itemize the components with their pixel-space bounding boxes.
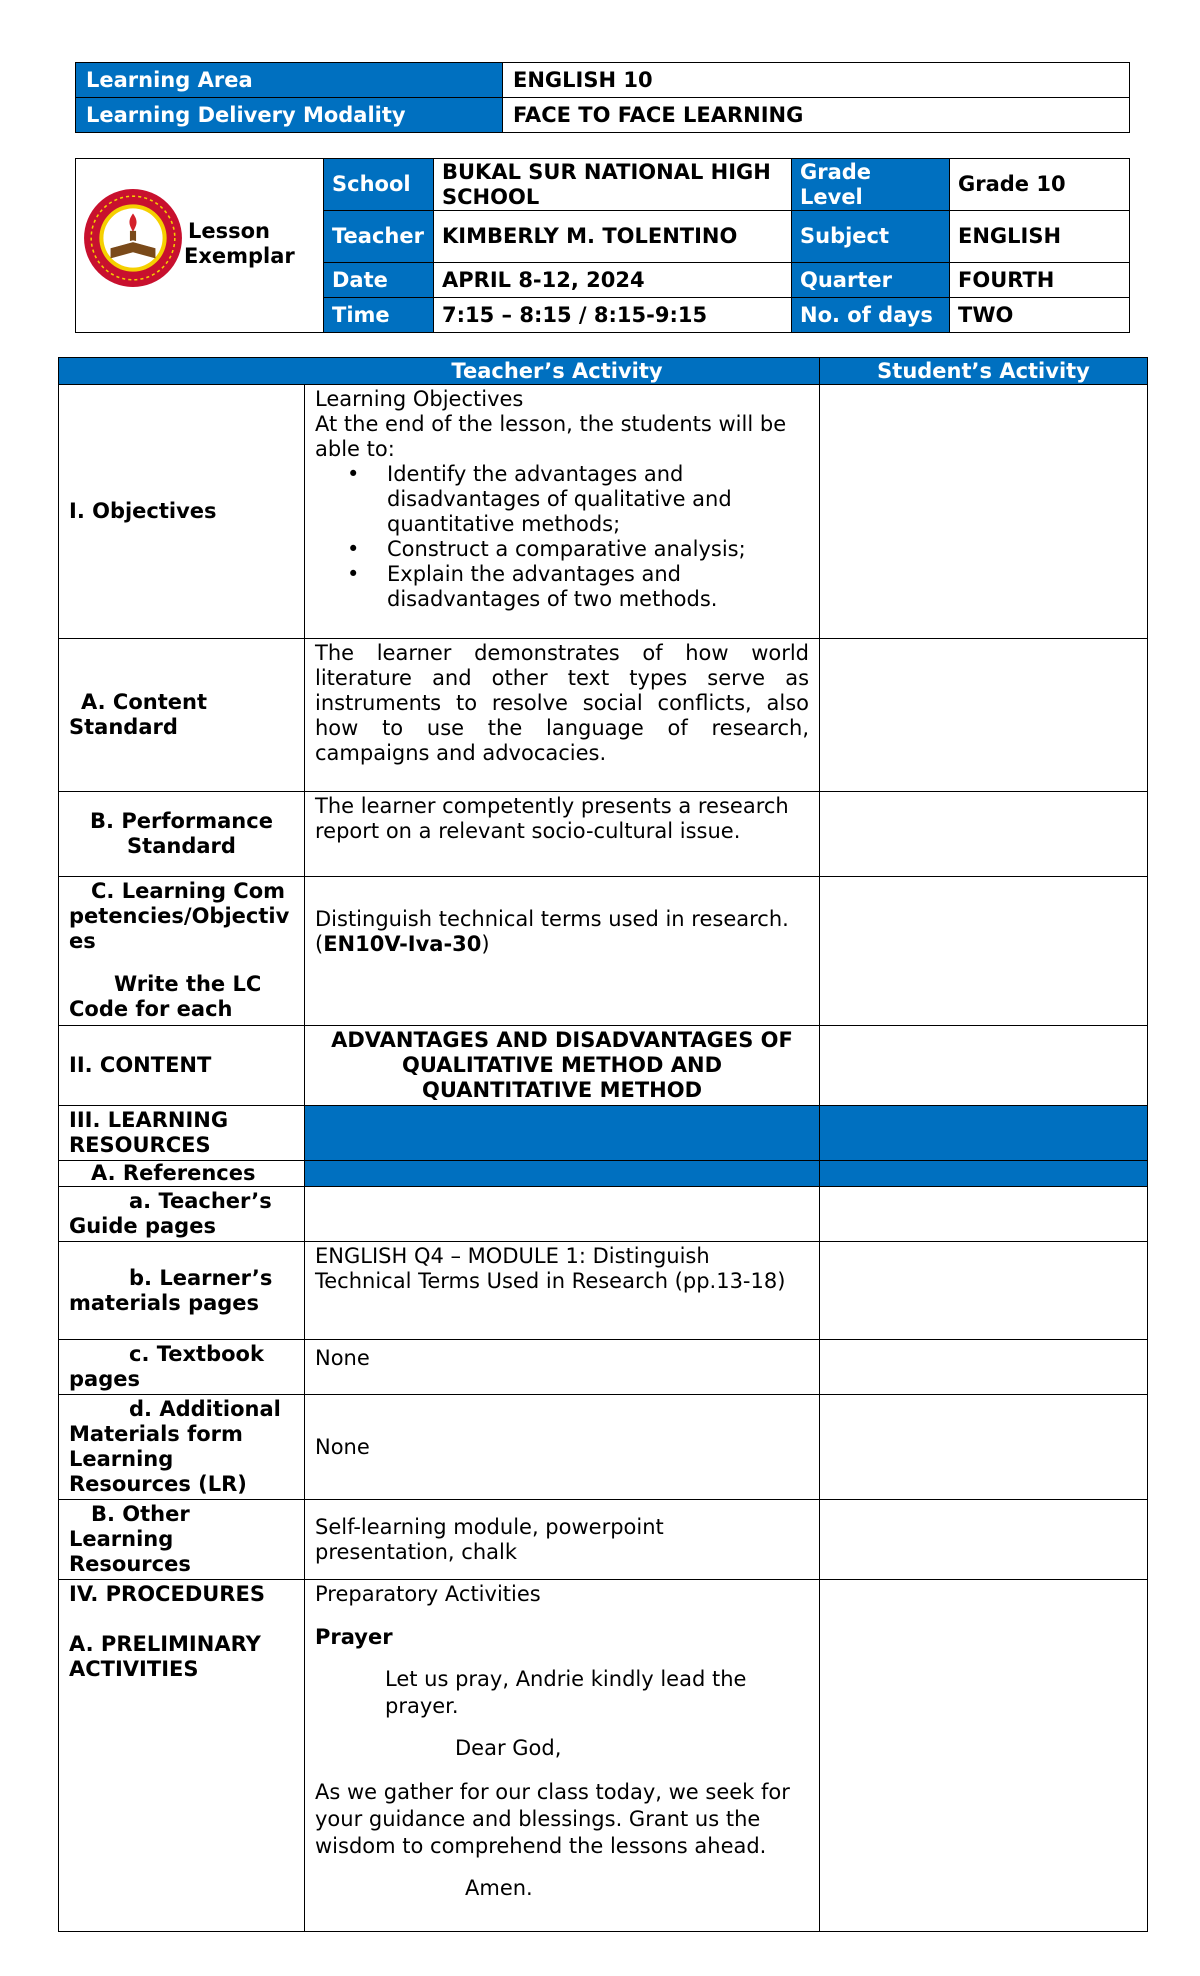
objective-item: • Explain the advantages and disadvantages of two methods. [387, 562, 809, 612]
content-standard-label: A. Content Standard [59, 639, 305, 792]
textbook-student-cell [820, 1340, 1148, 1395]
teacher-activity-header: Teacher’s Activity [59, 358, 820, 385]
other-resources-label: B. Other Learning Resources [59, 1500, 305, 1580]
references-label: A. References [59, 1161, 305, 1187]
teachers-guide-value [305, 1187, 820, 1242]
additional-materials-value: None [305, 1395, 820, 1500]
quarter-label: Quarter [792, 263, 950, 298]
references-student-fill [820, 1161, 1148, 1187]
objectives-title: Learning Objectives [315, 387, 524, 411]
prayer-title: Prayer [315, 1625, 393, 1649]
textbook-label: c. Textbook pages [59, 1340, 305, 1395]
objectives-list [315, 462, 809, 612]
competencies-text: Distinguish technical terms used in research. [315, 907, 789, 931]
lesson-label-line1: Lesson [187, 219, 270, 243]
quarter-value: FOURTH [950, 263, 1130, 298]
competencies-code: EN10V-Iva-30 [323, 932, 482, 956]
modality-value: FACE TO FACE LEARNING [503, 98, 1130, 133]
learners-materials-value: ENGLISH Q4 – MODULE 1: Distinguish Technical Terms Used in Research (pp.13-18) [305, 1242, 820, 1340]
procedures-student-cell [820, 1580, 1148, 1932]
procedures-label: IV. PROCEDURES [69, 1582, 265, 1606]
competencies-student-cell [820, 877, 1148, 1026]
other-resources-value: Self-learning module, powerpoint presentation, chalk [305, 1500, 820, 1580]
learning-resources-fill [305, 1106, 820, 1161]
student-activity-header: Student’s Activity [820, 358, 1148, 385]
procedures-cell [305, 1580, 820, 1932]
grade-level-value: Grade 10 [950, 159, 1130, 211]
teacher-value: KIMBERLY M. TOLENTINO [434, 211, 792, 263]
performance-standard-text: The learner competently presents a research report on a relevant socio-cultural issue. [305, 792, 820, 877]
learners-materials-student-cell [820, 1242, 1148, 1340]
references-fill [305, 1161, 820, 1187]
performance-standard-label: B. Performance Standard [59, 792, 305, 877]
modality-label: Learning Delivery Modality [76, 98, 503, 133]
teachers-guide-student-cell [820, 1187, 1148, 1242]
subject-label: Subject [792, 211, 950, 263]
date-value: APRIL 8-12, 2024 [434, 263, 792, 298]
learning-area-table [75, 62, 1130, 133]
content-standard-student-cell [820, 639, 1148, 792]
learning-resources-label: III. LEARNING RESOURCES [59, 1106, 305, 1161]
subject-value: ENGLISH [950, 211, 1130, 263]
prayer-body: As we gather for our class today, we seek for your guidance and blessings. Grant us the wisdom to comprehend the lessons ahead. [315, 1780, 790, 1858]
prayer-greeting: Dear God, [455, 1736, 562, 1760]
objectives-student-cell [820, 385, 1148, 639]
competencies-label: C. Learning Competencies/Objectives [69, 879, 290, 953]
days-label: No. of days [792, 298, 950, 333]
prayer-instruction: Let us pray, Andrie kindly lead the prayer. [385, 1667, 747, 1718]
prayer-end: Amen. [465, 1876, 533, 1900]
learners-materials-label: b. Learner’s materials pages [59, 1242, 305, 1340]
teacher-label: Teacher [324, 211, 434, 263]
time-label: Time [324, 298, 434, 333]
additional-materials-label: d. Additional Materials form Learning Resources (LR) [59, 1395, 305, 1500]
lesson-exemplar-cell [76, 159, 324, 333]
learning-area-value: ENGLISH 10 [503, 63, 1130, 98]
objectives-intro: At the end of the lesson, the students will be able to: [315, 412, 787, 461]
objective-item: • Construct a comparative analysis; [387, 537, 809, 562]
performance-standard-student-cell [820, 792, 1148, 877]
content-text: ADVANTAGES AND DISADVANTAGES OF QUALITATIVE METHOD AND QUANTITATIVE METHOD [305, 1026, 820, 1106]
objective-item: • Identify the advantages and disadvantages of qualitative and quantitative methods; [387, 462, 809, 537]
preparatory-title: Preparatory Activities [315, 1582, 541, 1606]
days-value: TWO [950, 298, 1130, 333]
objectives-cell [305, 385, 820, 639]
school-label: School [324, 159, 434, 211]
content-student-cell [820, 1026, 1148, 1106]
lesson-info-table [75, 158, 1130, 333]
school-seal-icon [82, 187, 184, 289]
preliminary-label: A. PRELIMINARY ACTIVITIES [69, 1632, 261, 1681]
lesson-exemplar-label [184, 219, 295, 269]
content-standard-text: The learner demonstrates of how world literature and other text types serve as instruments to resolve social conflicts, also how to use the language of research, campaigns and advocacies. [305, 639, 820, 792]
textbook-value: None [305, 1340, 820, 1395]
learning-resources-student-fill [820, 1106, 1148, 1161]
other-resources-student-cell [820, 1500, 1148, 1580]
learning-area-label: Learning Area [76, 63, 503, 98]
additional-materials-student-cell [820, 1395, 1148, 1500]
teachers-guide-label: a. Teacher’s Guide pages [59, 1187, 305, 1242]
grade-level-label: Grade Level [792, 159, 950, 211]
date-label: Date [324, 263, 434, 298]
school-value: BUKAL SUR NATIONAL HIGH SCHOOL [434, 159, 792, 211]
lesson-label-line2: Exemplar [184, 244, 295, 268]
lc-code-label: Write the LC Code for each [69, 972, 262, 1021]
objectives-label: I. Objectives [59, 385, 305, 639]
procedures-label-cell [59, 1580, 305, 1932]
content-label: II. CONTENT [59, 1026, 305, 1106]
competencies-label-cell [59, 877, 305, 1026]
time-value: 7:15 – 8:15 / 8:15-9:15 [434, 298, 792, 333]
lesson-plan-table [58, 357, 1148, 1932]
competencies-cell: Distinguish technical terms used in research. (EN10V-Iva-30) [305, 877, 820, 1026]
